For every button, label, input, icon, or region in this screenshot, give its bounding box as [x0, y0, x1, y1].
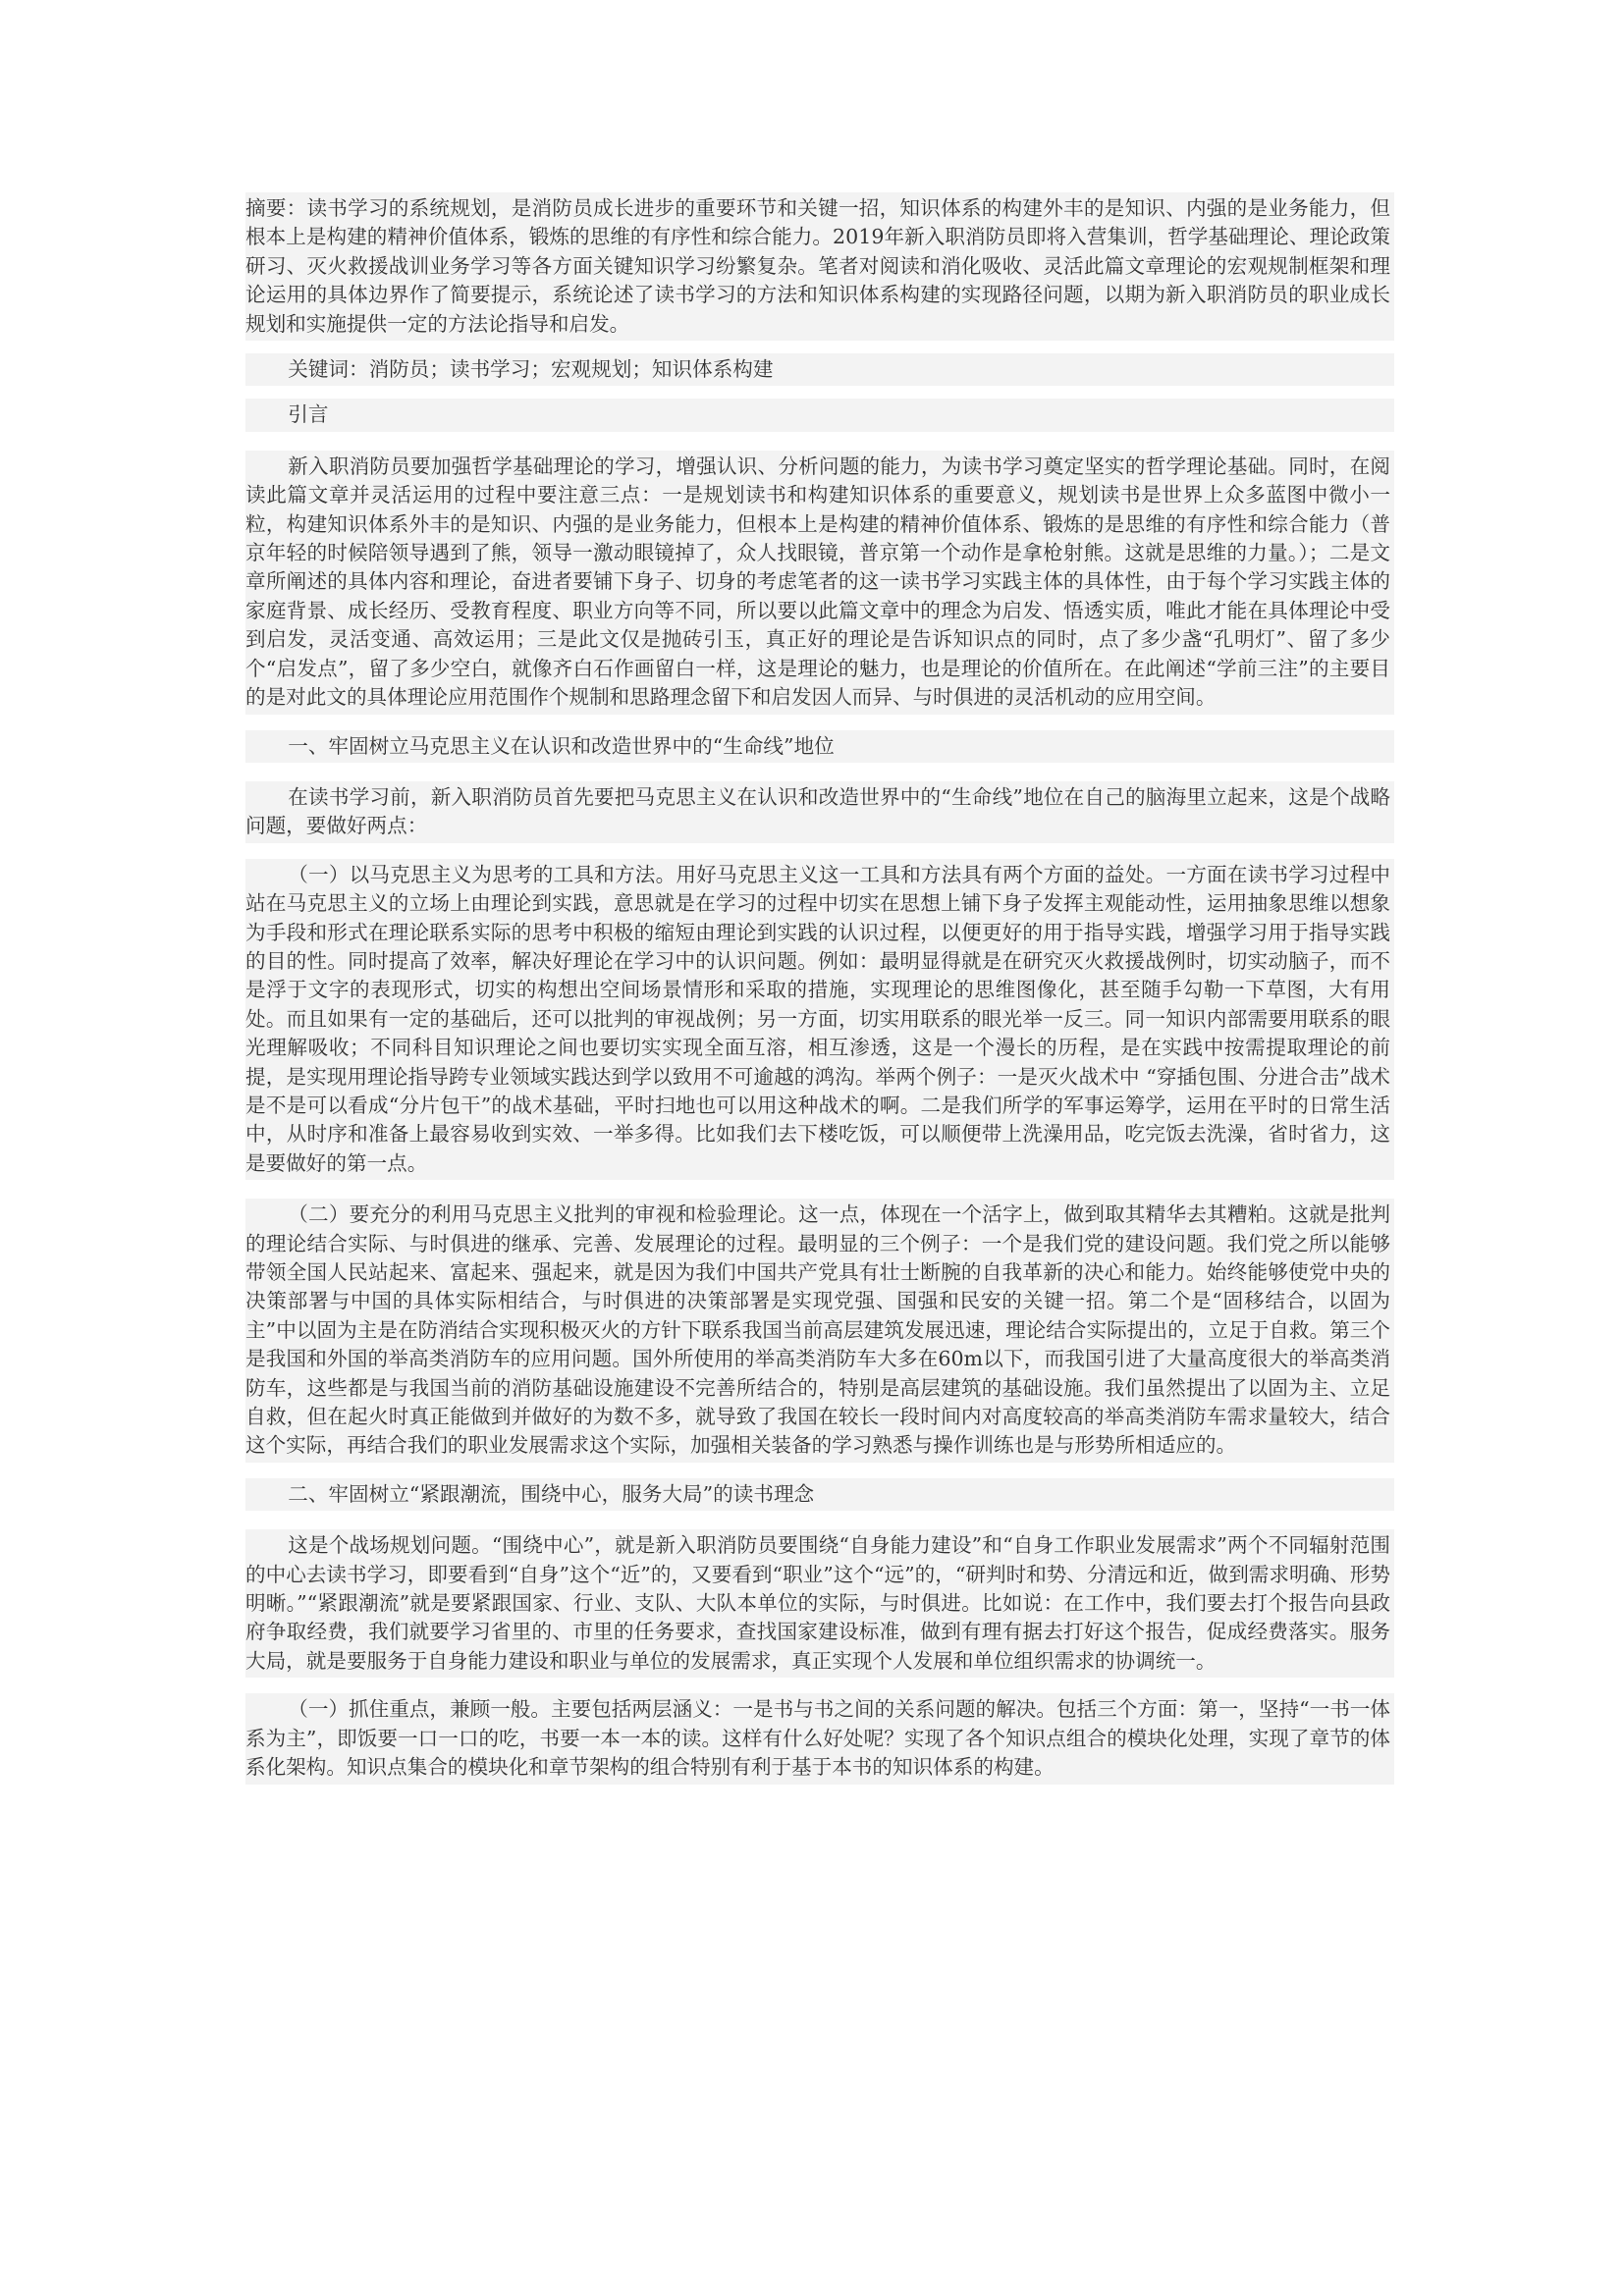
abstract-paragraph: 摘要：读书学习的系统规划，是消防员成长进步的重要环节和关键一招，知识体系的构建外丰的是知识、内强的是业务能力，但根本上是构建的精神价值体系，锻炼的思维的有序性和综合能力。2019年新入职消防员即将入营集训，哲学基础理论、理论政策研习、灭火救援战训业务学习等各方面关键知识学习纷繁复杂。笔者对阅读和消化吸收、灵活此篇文章理论的宏观规制框架和理论运用的具体边界作了简要提示，系统论述了读书学习的方法和知识体系构建的实现路径问题，以期为新入职消防员的职业成长规划和实施提供一定的方法论指导和启发。 [245, 192, 1394, 341]
section1-point2-paragraph: （二）要充分的利用马克思主义批判的审视和检验理论。这一点，体现在一个活字上，做到取其精华去其糟粕。这就是批判的理论结合实际、与时俱进的继承、完善、发展理论的过程。最明显的三个例子：一个是我们党的建设问题。我们党之所以能够带领全国人民站起来、富起来、强起来，就是因为我们中国共产党具有壮士断腕的自我革新的决心和能力。始终能够使党中央的决策部署与中国的具体实际相结合，与时俱进的决策部署是实现党强、国强和民安的关键一招。第二个是“固移结合，以固为主”中以固为主是在防消结合实现积极灭火的方针下联系我国当前高层建筑发展迅速，理论结合实际提出的，立足于自救。第三个是我国和外国的举高类消防车的应用问题。国外所使用的举高类消防车大多在60m以下，而我国引进了大量高度很大的举高类消防车，这些都是与我国当前的消防基础设施建设不完善所结合的，特别是高层建筑的基础设施。我们虽然提出了以固为主、立足自救，但在起火时真正能做到并做好的为数不多，就导致了我国在较长一段时间内对高度较高的举高类消防车需求量较大，结合这个实际，再结合我们的职业发展需求这个实际，加强相关装备的学习熟悉与操作训练也是与形势所相适应的。 [245, 1199, 1394, 1463]
section1-intro-paragraph: 在读书学习前，新入职消防员首先要把马克思主义在认识和改造世界中的“生命线”地位在自己的脑海里立起来，这是个战略问题，要做好两点： [245, 781, 1394, 843]
section2-heading: 二、牢固树立“紧跟潮流，围绕中心，服务大局”的读书理念 [245, 1478, 1394, 1511]
section1-heading: 一、牢固树立马克思主义在认识和改造世界中的“生命线”地位 [245, 730, 1394, 763]
section1-point1-paragraph: （一）以马克思主义为思考的工具和方法。用好马克思主义这一工具和方法具有两个方面的益处。一方面在读书学习过程中站在马克思主义的立场上由理论到实践，意思就是在学习的过程中切实在思想上铺下身子发挥主观能动性，运用抽象思维以想象为手段和形式在理论联系实际的思考中积极的缩短由理论到实践的认识过程，以便更好的用于指导实践，增强学习用于指导实践的目的性。同时提高了效率，解决好理论在学习中的认识问题。例如：最明显得就是在研究灭火救援战例时，切实动脑子，而不是浮于文字的表现形式，切实的构想出空间场景情形和采取的措施，实现理论的思维图像化，甚至随手勾勒一下草图，大有用处。而且如果有一定的基础后，还可以批判的审视战例；另一方面，切实用联系的眼光举一反三。同一知识内部需要用联系的眼光理解吸收；不同科目知识理论之间也要切实实现全面互溶，相互渗透，这是一个漫长的历程，是在实践中按需提取理论的前提，是实现用理论指导跨专业领域实践达到学以致用不可逾越的鸿沟。举两个例子：一是灭火战术中 “穿插包围、分进合击”战术是不是可以看成“分片包干”的战术基础，平时扫地也可以用这种战术的啊。二是我们所学的军事运筹学，运用在平时的日常生活中，从时序和准备上最容易收到实效、一举多得。比如我们去下楼吃饭，可以顺便带上洗澡用品，吃完饭去洗澡，省时省力，这是要做好的第一点。 [245, 859, 1394, 1180]
section2-point1-paragraph: （一）抓住重点，兼顾一般。主要包括两层涵义：一是书与书之间的关系问题的解决。包括三个方面：第一，坚持“一书一体系为主”，即饭要一口一口的吃，书要一本一本的读。这样有什么好处呢？实现了各个知识点组合的模块化处理，实现了章节的体系化架构。知识点集合的模块化和章节架构的组合特别有利于基于本书的知识体系的构建。 [245, 1693, 1394, 1784]
intro-heading: 引言 [245, 399, 1394, 431]
keywords-line: 关键词：消防员；读书学习；宏观规划；知识体系构建 [245, 353, 1394, 386]
document-page [245, 192, 1394, 1785]
section2-intro-paragraph: 这是个战场规划问题。“围绕中心”，就是新入职消防员要围绕“自身能力建设”和“自身工作职业发展需求”两个不同辐射范围的中心去读书学习，即要看到“自身”这个“近”的，又要看到“职业”这个“远”的，“研判时和势、分清远和近，做到需求明确、形势明晰。”“紧跟潮流”就是要紧跟国家、行业、支队、大队本单位的实际，与时俱进。比如说：在工作中，我们要去打个报告向县政府争取经费，我们就要学习省里的、市里的任务要求，查找国家建设标准，做到有理有据去打好这个报告，促成经费落实。服务大局，就是要服务于自身能力建设和职业与单位的发展需求，真正实现个人发展和单位组织需求的协调统一。 [245, 1529, 1394, 1678]
intro-paragraph: 新入职消防员要加强哲学基础理论的学习，增强认识、分析问题的能力，为读书学习奠定坚实的哲学理论基础。同时，在阅读此篇文章并灵活运用的过程中要注意三点：一是规划读书和构建知识体系的重要意义，规划读书是世界上众多蓝图中微小一粒，构建知识体系外丰的是知识、内强的是业务能力，但根本上是构建的精神价值体系、锻炼的是思维的有序性和综合能力（普京年轻的时候陪领导遇到了熊，领导一激动眼镜掉了，众人找眼镜，普京第一个动作是拿枪射熊。这就是思维的力量。）；二是文章所阐述的具体内容和理论，奋进者要铺下身子、切身的考虑笔者的这一读书学习实践主体的具体性，由于每个学习实践主体的家庭背景、成长经历、受教育程度、职业方向等不同，所以要以此篇文章中的理念为启发、悟透实质，唯此才能在具体理论中受到启发，灵活变通、高效运用；三是此文仅是抛砖引玉，真正好的理论是告诉知识点的同时，点了多少盏“孔明灯”、留了多少个“启发点”，留了多少空白，就像齐白石作画留白一样，这是理论的魅力，也是理论的价值所在。在此阐述“学前三注”的主要目的是对此文的具体理论应用范围作个规制和思路理念留下和启发因人而异、与时俱进的灵活机动的应用空间。 [245, 451, 1394, 715]
